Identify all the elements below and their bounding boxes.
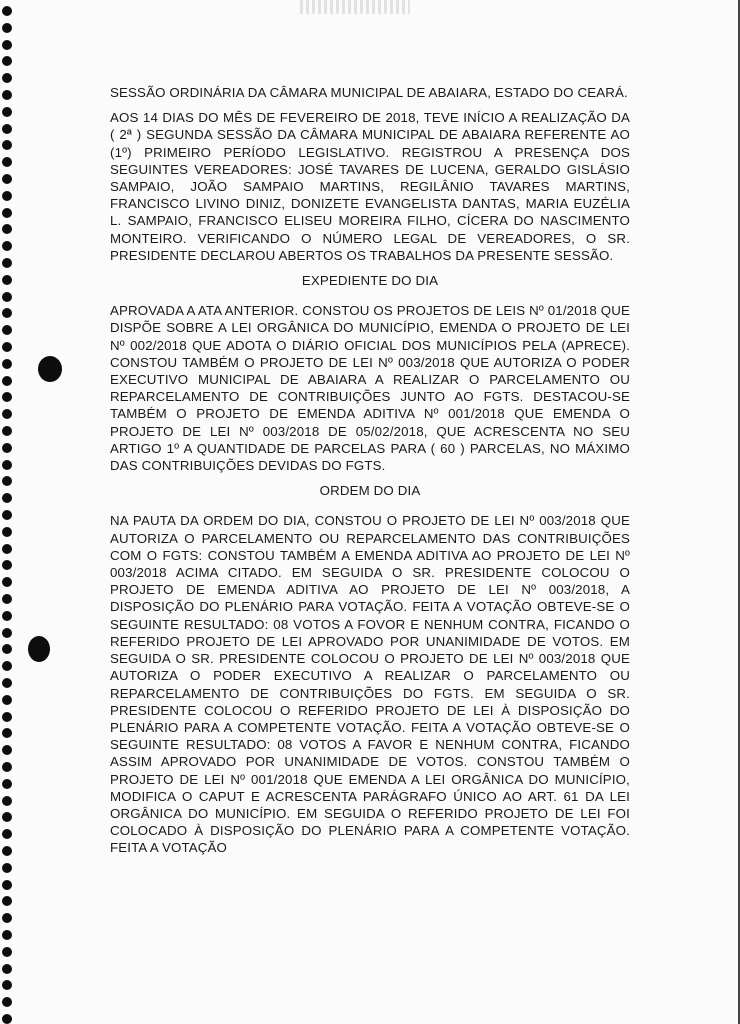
- binding-hole: [2, 779, 12, 789]
- punch-blot-bottom: [28, 636, 50, 662]
- binding-hole: [2, 712, 12, 722]
- binding-hole: [2, 426, 12, 436]
- binding-hole: [2, 796, 12, 806]
- binding-hole: [2, 292, 12, 302]
- binding-hole: [2, 846, 12, 856]
- ordem-paragraph: NA PAUTA DA ORDEM DO DIA, CONSTOU O PROJETO DE LEI Nº 003/2018 QUE AUTORIZA O PARCELAMENTO OU REPARCELAMENTO DAS CONTRIBUIÇÕES COM O FGTS: CONSTOU TAMBÉM A EMENDA ADITIVA AO PROJETO DE LEI Nº 003/2018 ACIMA CITADO. EM SEGUIDA O SR. PRESIDENTE COLOCOU O PROJETO DE EMENDA ADITIVA AO PROJETO DE LEI Nº 003/2018, A DISPOSIÇÃO DO PLENÁRIO PARA VOTAÇÃO. FEITA A VOTAÇÃO OBTEVE-SE O SEGUINTE RESULTADO: 08 VOTOS A FOVOR E NENHUM CONTRA, FICANDO O REFERIDO PROJETO DE LEI APROVADO POR UNANIMIDADE DE VOTOS. EM SEGUIDA O SR. PRESIDENTE COLOCOU O PROJETO DE LEI Nº 003/2018 QUE AUTORIZA O PODER EXECUTIVO A REALIZAR O PARCELAMENTO OU REPARCELAMENTO DE CONTRIBUIÇÕES DO FGTS. EM SEGUIDA O SR. PRESIDENTE COLOCOU O REFERIDO PROJETO DE LEI À DISPOSIÇÃO DO PLENÁRIO PARA A COMPETENTE VOTAÇÃO. FEITA A VOTAÇÃO OBTEVE-SE O SEGUINTE RESULTADO: 08 VOTOS A FAVOR E NENHUM CONTRA, FICANDO ASSIM APROVADO POR UNANIMIDADE DE VOTOS. CONSTOU TAMBÉM O PROJETO DE LEI Nº 001/2018 QUE EMENDA A LEI ORGÂNICA DO MUNICÍPIO, MODIFICA O CAPUT E ACRESCENTA PARÁGRAFO ÚNICO AO ART. 61 DA LEI ORGÂNICA DO MUNICÍPIO. EM SEGUIDA O REFERIDO PROJETO DE LEI FOI COLOCADO À DISPOSIÇÃO DO PLENÁRIO PARA A COMPETENTE VOTAÇÃO. FEITA A VOTAÇÃO: [110, 513, 630, 856]
- binding-hole: [2, 325, 12, 335]
- binding-hole: [2, 208, 12, 218]
- binding-hole: [2, 493, 12, 503]
- binding-hole: [2, 191, 12, 201]
- binding-hole: [2, 308, 12, 318]
- session-intro: SESSÃO ORDINÁRIA DA CÂMARA MUNICIPAL DE ABAIARA, ESTADO DO CEARÁ.: [110, 85, 628, 100]
- binding-hole: [2, 409, 12, 419]
- binding-hole: [2, 443, 12, 453]
- binding-hole: [2, 980, 12, 990]
- binding-hole: [2, 611, 12, 621]
- binding-hole: [2, 997, 12, 1007]
- binding-hole: [2, 560, 12, 570]
- punch-blot-top: [38, 356, 62, 382]
- binding-hole: [2, 964, 12, 974]
- binding-hole: [2, 544, 12, 554]
- binding-hole: [2, 527, 12, 537]
- binding-hole: [2, 812, 12, 822]
- heading-ordem: ORDEM DO DIA: [319, 483, 421, 499]
- binding-hole: [2, 661, 12, 671]
- binding-hole: [2, 1014, 12, 1024]
- binding-hole: [2, 6, 12, 16]
- binding-hole: [2, 376, 12, 386]
- scan-artifact: [300, 0, 410, 14]
- heading-expediente: EXPEDIENTE DO DIA: [301, 273, 439, 289]
- binding-hole: [2, 745, 12, 755]
- binding-hole: [2, 275, 12, 285]
- binding-hole: [2, 577, 12, 587]
- binding-hole: [2, 342, 12, 352]
- binding-hole: [2, 728, 12, 738]
- binding-hole: [2, 107, 12, 117]
- binding-hole: [2, 224, 12, 234]
- binding-hole: [2, 644, 12, 654]
- binding-hole: [2, 140, 12, 150]
- binding-hole: [2, 359, 12, 369]
- binding-hole: [2, 174, 12, 184]
- binding-hole: [2, 913, 12, 923]
- binding-hole: [2, 23, 12, 33]
- binding-hole: [2, 896, 12, 906]
- expediente-paragraph: APROVADA A ATA ANTERIOR. CONSTOU OS PROJETOS DE LEIS Nº 01/2018 QUE DISPÕE SOBRE A LEI ORGÂNICA DO MUNICÍPIO, EMENDA O PROJETO DE LEI Nº 002/2018 QUE ADOTA O DIÁRIO OFICIAL DOS MUNICÍPIOS PELA (APRECE). CONSTOU TAMBÉM O PROJETO DE LEI Nº 003/2018 QUE AUTORIZA O PODER EXECUTIVO MUNICIPAL DE ABAIARA A REALIZAR O PARCELAMENTO OU REPARCELAMENTO DE CONTRIBUIÇÕES JUNTO AO FGTS. DESTACOU-SE TAMBÉM O PROJETO DE EMENDA ADITIVA Nº 001/2018 QUE EMENDA O PROJETO DE LEI Nº 003/2018 DE 05/02/2018, QUE ACRESCENTA NO SEU ARTIGO 1º A QUANTIDADE DE PARCELAS PARA ( 60 ) PARCELAS, NO MÁXIMO DAS CONTRIBUIÇÕES DEVIDAS DO FGTS.: [110, 303, 630, 474]
- binding-hole: [2, 258, 12, 268]
- binding-hole: [2, 157, 12, 167]
- binding-hole: [2, 880, 12, 890]
- binding-hole: [2, 73, 12, 83]
- binding-hole: [2, 930, 12, 940]
- binding-hole: [2, 829, 12, 839]
- binding-hole: [2, 476, 12, 486]
- binding-hole: [2, 695, 12, 705]
- binding-hole: [2, 628, 12, 638]
- binding-hole: [2, 460, 12, 470]
- binding-hole: [2, 594, 12, 604]
- binding-hole: [2, 40, 12, 50]
- binding-hole: [2, 678, 12, 688]
- binding-hole: [2, 947, 12, 957]
- binding-holes: [0, 0, 20, 1024]
- binding-hole: [2, 241, 12, 251]
- binding-hole: [2, 124, 12, 134]
- binding-hole: [2, 762, 12, 772]
- opening-paragraph: AOS 14 DIAS DO MÊS DE FEVEREIRO DE 2018, TEVE INÍCIO A REALIZAÇÃO DA ( 2ª ) SEGUNDA SESSÃO DA CÂMARA MUNICIPAL DE ABAIARA REFERENTE AO (1º) PRIMEIRO PERÍODO LEGISLATIVO. REGISTROU A PRESENÇA DOS SEGUINTES VEREADORES: JOSÉ TAVARES DE LUCENA, GERALDO GISLÁSIO SAMPAIO, JOÃO SAMPAIO MARTINS, REGILÂNIO TAVARES MARTINS, FRANCISCO LIVINO DINIZ, DONIZETE EVANGELISTA DANTAS, MARIA EUZÉLIA L. SAMPAIO, FRANCISCO ELISEU MOREIRA FILHO, CÍCERA DO NASCIMENTO MONTEIRO. VERIFICANDO O NÚMERO LEGAL DE VEREADORES, O SR. PRESIDENTE DECLAROU ABERTOS OS TRABALHOS DA PRESENTE SESSÃO.: [110, 110, 630, 263]
- document-body: [110, 84, 630, 865]
- binding-hole: [2, 56, 12, 66]
- binding-hole: [2, 90, 12, 100]
- binding-hole: [2, 392, 12, 402]
- binding-hole: [2, 510, 12, 520]
- binding-hole: [2, 863, 12, 873]
